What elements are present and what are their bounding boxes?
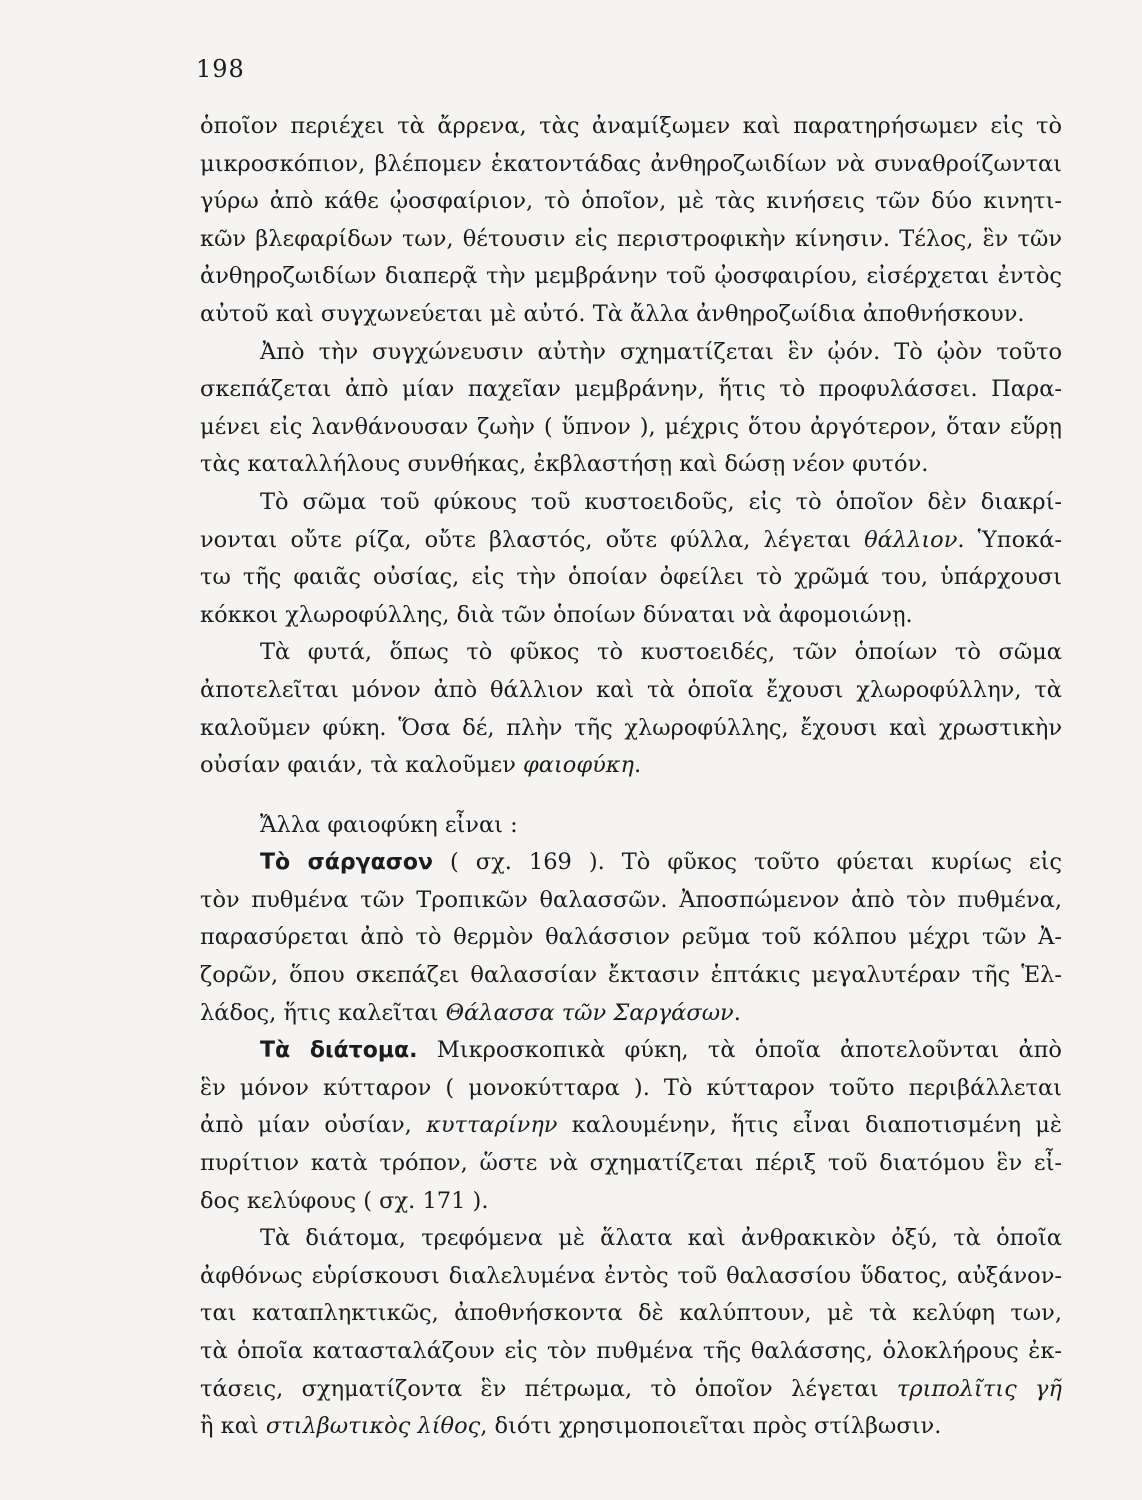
text-line: ἓν μόνον κύτταρον ( μονοκύτταρα ). Τὸ κύτταρον τοῦτο περιβάλλεται [200,1074,1062,1101]
text-run: τάσεις, σχηματίζοντα ἓν πέτρωμα, τὸ ὁποῖον λέγεται [200,1375,897,1402]
text-line: ἀνθηροζωιδίων διαπερᾷ τὴν μεμβράνην τοῦ ᾠοσφαιρίου, εἰσέρχεται ἐντὸς [200,263,1062,290]
text-line: δος κελύφους ( σχ. 171 ). [200,1187,489,1214]
text-run: νονται οὔτε ρίζα, οὔτε βλαστός, οὔτε φύλλα, λέγεται [200,526,865,553]
text-line [200,995,1062,1033]
text-line [200,1408,1062,1446]
text-run: , διότι χρησιμοποιεῖται πρὸς στίλβωσιν. [480,1413,942,1440]
entry-diatoms [200,1032,1062,1220]
term-sargasso-sea: Θάλασσα τῶν Σαργάσων [445,999,734,1026]
term-polishing-stone: στιλβωτικὸς λίθος [265,1413,481,1440]
text-run: καλουμένην, ἥτις εἶναι διαποτισμένη μὲ [557,1112,1063,1139]
text-line: κόκκοι χλωροφύλλης, διὰ τῶν ὁποίων δύναται νὰ ἀφομοιώνῃ. [200,601,913,628]
text-line [200,747,1062,785]
text-line: αὐτοῦ καὶ συγχωνεύεται μὲ αὐτό. Τὰ ἄλλα ἀνθηροζωίδια ἀποθνήσκουν. [200,300,1025,327]
text-run: ( σχ. 169 ). Τὸ φῦκος τοῦτο φύεται κυρίως εἰς [432,849,1063,876]
text-run: ἢ καὶ [200,1413,266,1440]
term-tripoli: τριπολῖτις γῆ [896,1375,1062,1402]
text-line: ἀποτελεῖται μόνον ἀπὸ θάλλιον καὶ τὰ ὁποῖα ἔχουσι χλωροφύλλην, τὰ [200,676,1062,703]
paragraph-fertilization [200,108,1062,334]
text-line [200,522,1062,560]
text-line: ἀφθόνως εὑρίσκουσι διαλελυμένα ἐντὸς τοῦ θαλασσίου ὕδατος, αὐξάνον- [200,1262,1062,1289]
text-run: . [733,999,741,1026]
term-cellulose: κυτταρίνην [426,1112,558,1139]
paragraph-phaeophyceae [200,634,1062,784]
text-line: καλοῦμεν φύκη. Ὅσα δέ, πλὴν τῆς χλωροφύλλης, ἔχουσι καὶ χρωστικὴν [200,714,1062,741]
text-line: Τὰ διάτομα, τρεφόμενα μὲ ἅλατα καὶ ἀνθρακικὸν ὀξύ, τὰ ὁποῖα [260,1225,1062,1252]
text-line: σκεπάζεται ἀπὸ μίαν παχεῖαν μεμβράνην, ἥτις τὸ προφυλάσσει. Παρα- [200,376,1062,403]
text-line: Τὰ φυτά, ὅπως τὸ φῦκος τὸ κυστοειδές, τῶν ὁποίων τὸ σῶμα [260,639,1062,666]
text-line: μικροσκόπιον, βλέπομεν ἑκατοντάδας ἀνθηροζωιδίων νὰ συναθροίζωνται [200,150,1062,177]
text-run: Μικροσκοπικὰ φύκη, τὰ ὁποῖα ἀποτελοῦνται ἀπὸ [417,1037,1062,1064]
paragraph-diatom-deposits [200,1220,1062,1446]
text-line: πυρίτιον κατὰ τρόπον, ὥστε νὰ σχηματίζεται πέριξ τοῦ διατόμου ἓν εἶ- [200,1150,1062,1177]
entry-sargassum [200,844,1062,1032]
text-line: ζορῶν, ὅπου σκεπάζει θαλασσίαν ἔκτασιν ἑπτάκις μεγαλυτέραν τῆς Ἑλ- [200,962,1062,989]
term-sargassum: Τὸ σάργασον [260,850,433,876]
term-thallus: θάλλιον [864,526,958,553]
paragraph-thallus [200,484,1062,634]
paragraph-egg [200,334,1062,484]
text-line [200,1371,1062,1409]
text-line: γύρω ἀπὸ κάθε ᾠοσφαίριον, τὸ ὁποῖον, μὲ τὰς κινήσεις τῶν δύο κινητι- [200,188,1062,215]
text-line: τω τῆς φαιᾶς οὐσίας, εἰς τὴν ὁποίαν ὀφείλει τὸ χρῶμά του, ὑπάρχουσι [200,564,1062,591]
body-text [200,108,1062,1446]
text-line: Τὸ σῶμα τοῦ φύκους τοῦ κυστοειδοῦς, εἰς τὸ ὁποῖον δὲν διακρί- [260,488,1062,515]
spacer [200,785,1062,807]
text-line: τὰς καταλλήλους συνθήκας, ἐκβλαστήσῃ καὶ δώσῃ νέον φυτόν. [200,451,929,478]
text-line: ται καταπληκτικῶς, ἀποθνήσκοντα δὲ καλύπτουν, μὲ τὰ κελύφη των, [200,1300,1062,1327]
text-line: τὰ ὁποῖα κατασταλάζουν εἰς τὸν πυθμένα τῆς θαλάσσης, ὁλοκλήρους ἐκ- [200,1338,1062,1364]
text-line: παρασύρεται ἀπὸ τὸ θερμὸν θαλάσσιον ρεῦμα τοῦ κόλπου μέχρι τῶν Ἀ- [200,924,1062,951]
text-line [200,1107,1062,1145]
text-line: ὁποῖον περιέχει τὰ ἄρρενα, τὰς ἀναμίξωμεν καὶ παρατηρήσωμεν εἰς τὸ [200,113,1062,139]
text-run: . Ὑποκά- [957,526,1062,553]
term-diatoms: Τὰ διάτομα. [260,1038,418,1064]
text-line [200,844,1062,882]
text-run: . [634,752,642,779]
text-run: οὐσίαν φαιάν, τὰ καλοῦμεν [200,752,524,779]
term-phaeophyceae: φαιοφύκη [523,752,635,779]
text-line: μένει εἰς λανθάνουσαν ζωὴν ( ὕπνον ), μέχρις ὅτου ἀργότερον, ὅταν εὕρῃ [200,413,1062,440]
text-run: λάδος, ἥτις καλεῖται [200,999,446,1026]
text-line: τὸν πυθμένα τῶν Τροπικῶν θαλασσῶν. Ἀποσπώμενον ἀπὸ τὸν πυθμένα, [200,886,1062,913]
text-run: ἀπὸ μίαν οὐσίαν, [200,1112,427,1139]
text-line [200,1032,1062,1070]
list-intro: Ἄλλα φαιοφύκη εἶναι : [260,811,518,838]
page-number: 198 [196,55,245,83]
text-line: κῶν βλεφαρίδων των, θέτουσιν εἰς περιστροφικὴν κίνησιν. Τέλος, ἓν τῶν [200,225,1062,252]
text-line: Ἀπὸ τὴν συγχώνευσιν αὐτὴν σχηματίζεται ἓν ᾠόν. Τὸ ᾠὸν τοῦτο [260,338,1062,365]
